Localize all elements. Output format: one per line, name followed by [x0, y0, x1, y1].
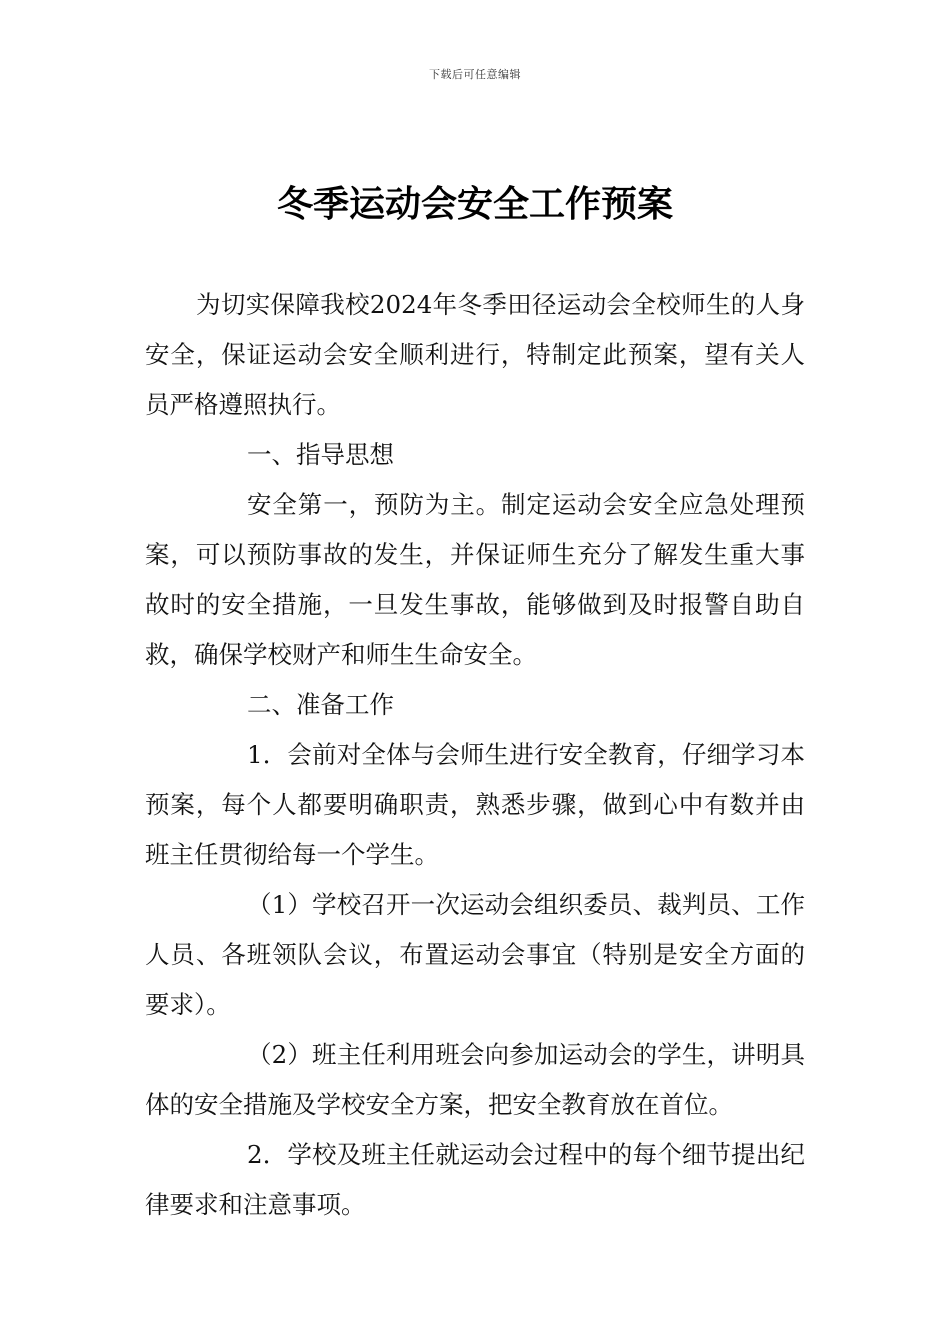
preparation-item-1: 1．会前对全体与会师生进行安全教育，仔细学习本预案，每个人都要明确职责，熟悉步骤，做到心中有数并由班主任贯彻给每一个学生。 — [145, 740, 805, 869]
preparation-subitem-2: （2）班主任利用班会向参加运动会的学生，讲明具体的安全措施及学校安全方案，把安全教育放在首位。 — [145, 1040, 805, 1119]
document-title: 冬季运动会安全工作预案 — [276, 183, 673, 225]
section-heading-guiding-principle: 一、指导思想 — [247, 440, 394, 469]
preparation-subitem-1: （1）学校召开一次运动会组织委员、裁判员、工作人员、各班领队会议，布置运动会事宜（特别是安全方面的要求）。 — [145, 890, 805, 1019]
document-body — [145, 280, 805, 1230]
section-heading-preparation: 二、准备工作 — [247, 690, 394, 719]
page-header-note: 下载后可任意编辑 — [429, 68, 521, 81]
guiding-principle-paragraph: 安全第一，预防为主。制定运动会安全应急处理预案，可以预防事故的发生，并保证师生充分了解发生重大事故时的安全措施，一旦发生事故，能够做到及时报警自助自救，确保学校财产和师生生命安全。 — [145, 490, 805, 669]
preparation-item-2: 2．学校及班主任就运动会过程中的每个细节提出纪律要求和注意事项。 — [145, 1140, 805, 1219]
intro-paragraph: 为切实保障我校2024年冬季田径运动会全校师生的人身安全，保证运动会安全顺利进行，特制定此预案，望有关人员严格遵照执行。 — [145, 290, 805, 419]
